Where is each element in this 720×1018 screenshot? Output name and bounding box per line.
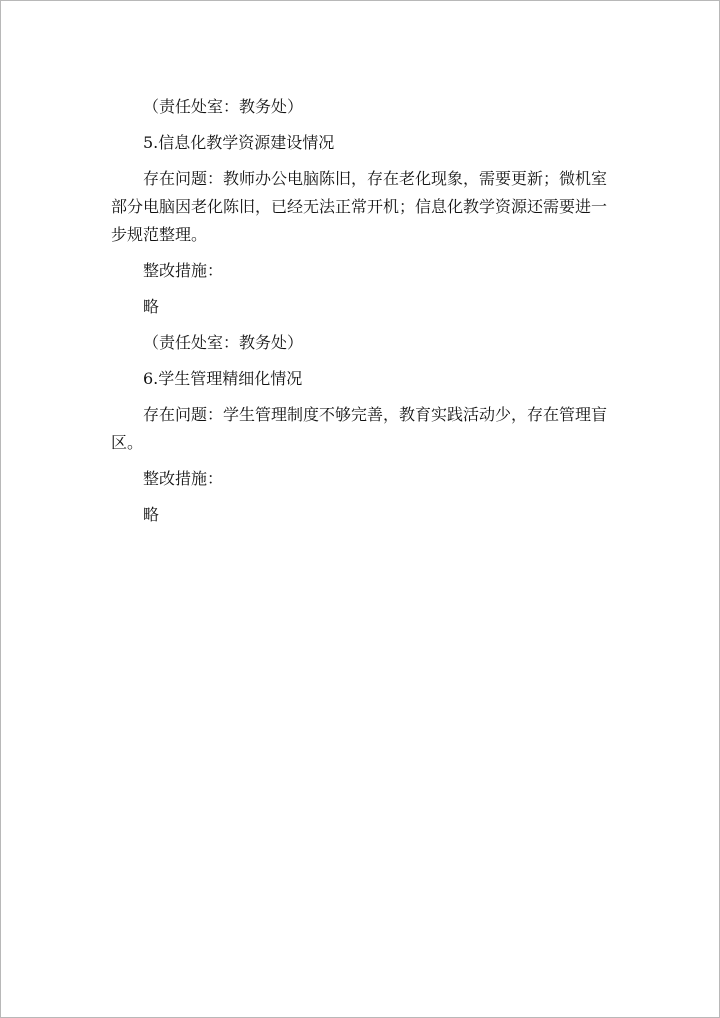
measures-label: 整改措施： xyxy=(143,469,224,488)
measures-label: 整改措施： xyxy=(143,261,224,280)
document-body xyxy=(111,93,611,537)
responsibility-note: （责任处室：教务处） xyxy=(143,333,304,352)
problem-paragraph: 存在问题：教师办公电脑陈旧，存在老化现象，需要更新；微机室部分电脑因老化陈旧，已经无法正常开机；信息化教学资源还需要进一步规范整理。 xyxy=(111,169,608,244)
measures-text: 略 xyxy=(143,505,160,524)
problem-paragraph: 存在问题：学生管理制度不够完善，教育实践活动少，存在管理盲区。 xyxy=(111,405,608,452)
section-heading: 6.学生管理精细化情况 xyxy=(143,369,303,388)
measures-text: 略 xyxy=(143,297,160,316)
section-heading: 5.信息化教学资源建设情况 xyxy=(143,133,335,152)
responsibility-note: （责任处室：教务处） xyxy=(143,97,304,116)
